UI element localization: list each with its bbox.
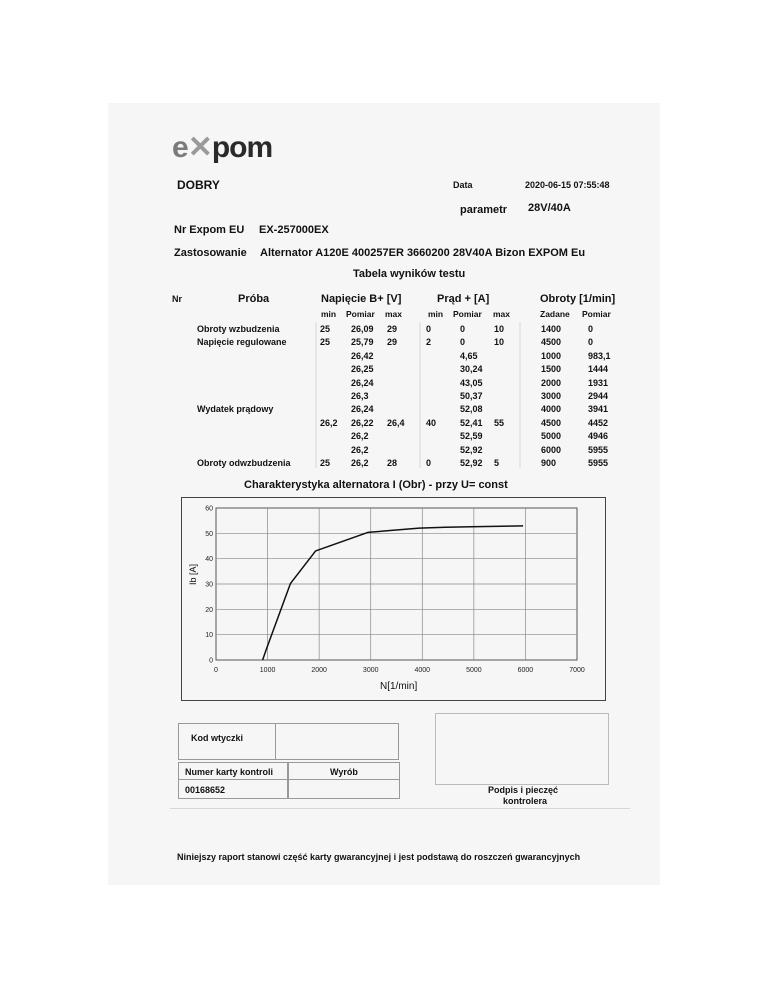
card-number-label: Numer karty kontroli [185,767,274,777]
sub-ipomiar: Pomiar [453,309,482,319]
cell-label: Napięcie regulowane [197,337,287,348]
cell-vmin: 25 [320,458,331,468]
card-number-value: 00168652 [185,785,226,795]
cell-pom: 4946 [588,431,609,442]
x-tick-label: 1000 [259,667,276,674]
x-tick-label: 0 [214,667,218,674]
cell-imax: 10 [494,324,505,334]
expom-logo: e✕pom [172,131,273,164]
cell-vpom: 26,42 [351,350,374,361]
sub-rpm-pomiar: Pomiar [582,309,611,319]
cell-zad: 2000 [541,377,562,388]
cell-pom: 983,1 [588,350,611,361]
application-value: Alternator A120E 400257ER 3660200 28V40A Bizon EXPOM Eu [260,247,586,259]
col-rpm: Obroty [1/min] [540,293,616,305]
date-label: Data [453,180,473,190]
y-axis-label: Ib [A] [188,563,198,585]
cell-ipom: 52,41 [460,417,483,428]
cell-vpom: 26,24 [351,377,374,388]
cell-vpom: 26,22 [351,417,374,428]
cell-vmax: 29 [387,337,398,348]
status-label: DOBRY [177,178,220,192]
nr-label: Nr Expom EU [174,224,245,236]
cell-imax: 5 [494,458,500,468]
cell-ipom: 52,92 [460,444,483,455]
cell-ipom: 4,65 [460,350,478,361]
sub-vmin: min [321,309,337,319]
table-title: Tabela wyników testu [353,268,466,280]
cell-ipom: 0 [460,324,466,334]
plug-code-label: Kod wtyczki [191,733,244,743]
sub-vmax: max [385,309,403,319]
cell-pom: 4452 [588,417,609,428]
cell-label: Obroty odwzbudzenia [197,458,291,468]
cell-vpom: 25,79 [351,337,374,348]
x-tick-label: 6000 [517,667,534,674]
cell-pom: 3941 [588,404,609,415]
x-tick-label: 5000 [466,667,482,674]
cell-imin: 2 [426,337,432,348]
cell-zad: 6000 [541,444,562,455]
cell-pom: 0 [588,324,594,334]
col-proba: Próba [238,293,270,305]
footer-divider [170,808,630,809]
cell-imax: 55 [494,417,505,428]
cell-pom: 2944 [588,391,609,401]
cell-pom: 1444 [588,364,609,375]
cell-ipom: 52,08 [460,404,483,415]
chart-svg [181,497,606,701]
disclaimer: Niniejszy raport stanowi część karty gwarancyjnej i jest podstawą do roszczeń gwarancyjnych [177,852,581,862]
cell-vpom: 26,25 [351,364,374,375]
cell-zad: 1500 [541,364,562,375]
sub-imax: max [493,309,511,319]
y-tick-label: 0 [209,657,213,665]
sub-zadane: Zadane [540,309,570,319]
y-tick-label: 50 [205,530,213,538]
col-nr: Nr [172,294,183,304]
y-tick-label: 10 [205,632,213,640]
cell-label: Wydatek prądowy [197,404,274,415]
cell-vpom: 26,09 [351,324,374,334]
x-tick-label: 3000 [362,667,379,674]
product-label: Wyrób [330,767,358,777]
product-value-box [288,779,400,799]
x-tick-label: 4000 [414,667,431,674]
x-tick-label: 7000 [569,667,585,674]
cell-vmin: 25 [320,337,331,348]
cell-ipom: 52,92 [460,458,483,468]
cell-vpom: 26,2 [351,458,369,468]
sub-vpomiar: Pomiar [346,309,375,319]
cell-pom: 0 [588,337,594,348]
cell-imax: 10 [494,337,505,348]
cell-pom: 1931 [588,377,609,388]
cell-zad: 4500 [541,337,562,348]
cell-imin: 0 [426,458,432,468]
chart-title: Charakterystyka alternatora I (Obr) - przy U= const [244,479,508,491]
cell-vpom: 26,2 [351,444,369,455]
col-voltage: Napięcie B+ [V] [321,293,402,305]
cell-vpom: 26,2 [351,431,369,442]
cell-imin: 40 [426,417,437,428]
y-tick-label: 40 [205,556,213,564]
cell-zad: 900 [541,458,557,468]
cell-vpom: 26,24 [351,404,374,415]
cell-zad: 5000 [541,431,562,442]
cell-vmax: 29 [387,324,398,334]
param-label: parametr [460,204,508,216]
cell-label: Obroty wzbudzenia [197,324,280,334]
cell-pom: 5955 [588,444,609,455]
signature-box[interactable] [435,713,609,785]
cell-vmax: 28 [387,458,398,468]
cell-ipom: 30,24 [460,364,483,375]
cell-vpom: 26,3 [351,391,369,401]
cell-zad: 4000 [541,404,562,415]
cell-ipom: 50,37 [460,391,483,401]
x-tick-label: 2000 [311,667,327,674]
cell-ipom: 52,59 [460,431,483,442]
cell-vmax: 26,4 [387,417,405,428]
nr-value: EX-257000EX [259,224,329,236]
cell-zad: 3000 [541,391,562,401]
col-current: Prąd + [A] [437,293,490,305]
cell-pom: 5955 [588,458,609,468]
application-label: Zastosowanie [174,247,247,259]
cell-ipom: 0 [460,337,466,348]
series-line-0 [263,526,523,660]
cell-zad: 1400 [541,324,562,334]
y-tick-label: 20 [205,606,213,614]
signature-label-1: Podpis i pieczęć [488,785,559,795]
cell-zad: 1000 [541,350,562,361]
cell-vmin: 25 [320,324,331,334]
cell-imin: 0 [426,324,432,334]
param-value: 28V/40A [528,202,571,214]
date-value: 2020-06-15 07:55:48 [525,180,610,190]
y-tick-label: 60 [205,505,213,513]
cell-vmin: 26,2 [320,417,338,428]
sub-imin: min [428,309,444,319]
x-axis-label: N[1/min] [380,681,418,692]
cell-zad: 4500 [541,417,562,428]
cell-ipom: 43,05 [460,377,483,388]
signature-label-2: kontrolera [503,796,548,806]
y-tick-label: 30 [205,581,213,589]
plug-code-value-box[interactable] [275,723,399,760]
